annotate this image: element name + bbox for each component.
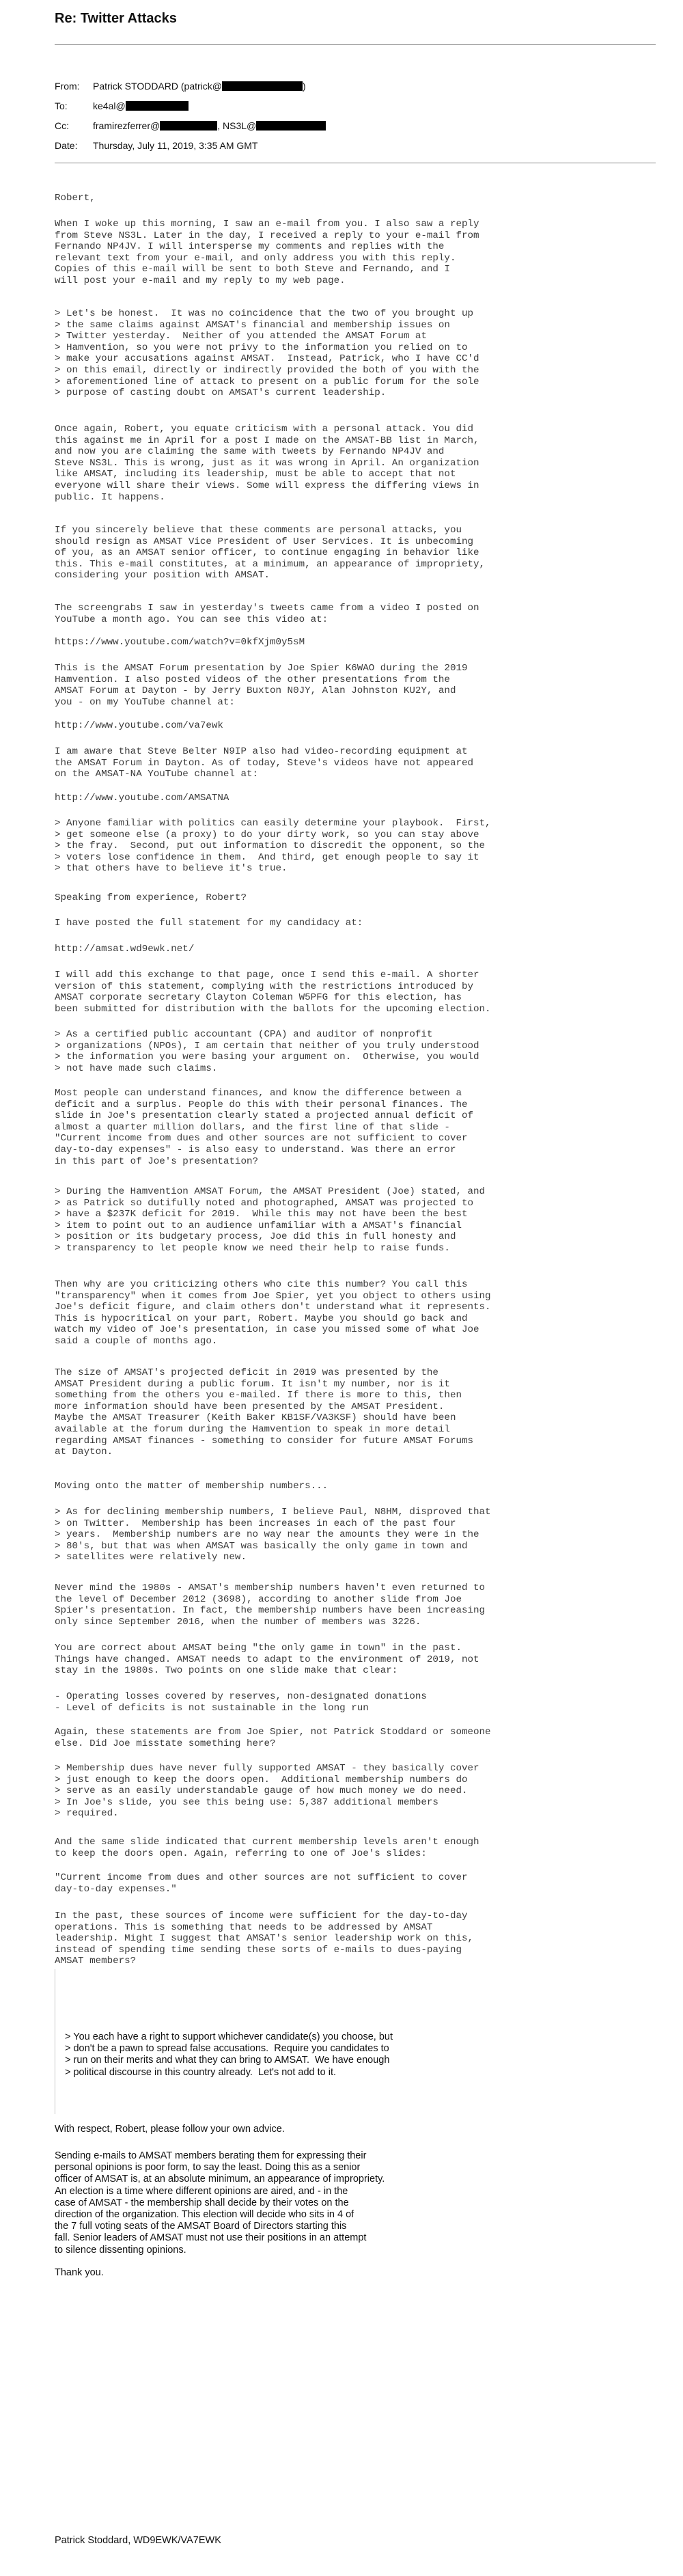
quoted-text: > Membership dues have never fully supported AMSAT - they basically cover > just enough to keep the doors open. Additional membership numbers do > serve as an easily understandable gauge of how much money we do need. > In Joe's slide, you see this being use: 5,387 additional members > required. [55,1763,479,1820]
body-paragraph: Again, these statements are from Joe Spier, not Patrick Stoddard or someone else. Did Joe misstate something here? [55,1727,491,1749]
body-paragraph: If you sincerely believe that these comments are personal attacks, you should resign as AMSAT Vice President of User Services. It is unbecoming of you, as an AMSAT senior officer, to continue engaging in behavior like this. This e-mail constitutes, at a minimum, an appearance of impropriety, considering your position with AMSAT. [55,525,486,581]
redaction-box [256,121,326,131]
from-row [55,81,656,92]
redaction-box [222,81,303,91]
quoted-text: > Let's be honest. It was no coincidence that the two of you brought up > the same claims against AMSAT's financial and membership issues on > Twitter yesterday. Neither of you attended the AMSAT Forum at > Hamvention, so you were not privy to the information you relied on to > make your accusations against AMSAT. Instead, Patrick, who I have CC'd > on this email, directly or indirectly provided the both of you with the > aforementioned line of attack to present on a public forum for the sole > purpose of casting doubt on AMSAT's current leadership. [55,308,479,399]
channel-link[interactable]: http://www.youtube.com/AMSATNA [55,793,229,804]
date-value: Thursday, July 11, 2019, 3:35 AM GMT [93,140,258,151]
cc-value-2[interactable]: , NS3L@ [217,120,257,131]
signature: Patrick Stoddard, WD9EWK/VA7EWK [55,2535,221,2546]
body-paragraph: Most people can understand finances, and know the difference between a deficit and a surplus. People do this with their personal finances. The slide in Joe's presentation clearly stated a projected annual deficit of almost a quarter million dollars, and the first line of that slide - "Current income from dues and other sources are not sufficient to cover day-to-day expenses" - is also easy to understand. Was there an error in this part of Joe's presentation? [55,1088,473,1167]
email-subject: Re: Twitter Attacks [55,11,656,45]
from-suffix: ) [302,81,306,92]
body-paragraph: And the same slide indicated that current membership levels aren't enough to keep the doors open. Again, referring to one of Joe's slides: [55,1837,479,1859]
redaction-box [126,101,189,111]
redaction-box [160,121,217,131]
body-paragraph: This is the AMSAT Forum presentation by Joe Spier K6WAO during the 2019 Hamvention. I also posted videos of the other presentations from the AMSAT Forum at Dayton - by Jerry Buxton N0JY, Alan Johnston KU2Y, and you - on my YouTube channel at: [55,663,468,708]
body-paragraph: Once again, Robert, you equate criticism with a personal attack. You did this against me in April for a post I made on the AMSAT-BB list in March, and now you are claiming the same with tweets by Fernando NP4JV and Steve NS3L. This is wrong, just as it was wrong in April. An organization like AMSAT, including its leadership, must be able to accept that not everyone will share their views. Some will express the differing views in public. It happens. [55,424,479,503]
body-paragraph: The size of AMSAT's projected deficit in 2019 was presented by the AMSAT President during a public forum. It isn't my number, nor is it something from the others you e-mailed. If there is more to this, then more information should have been presented by the AMSAT President. Maybe the AMSAT Treasurer (Keith Baker KB1SF/VA3KSF) should have been available at the forum during the Hamvention to speak in more detail regarding AMSAT finances - something to consider for future AMSAT Forums at Dayton. [55,1367,473,1458]
from-label: From: [55,81,80,92]
quoted-text: > As for declining membership numbers, I believe Paul, N8HM, disproved that > on Twitter. Membership has been increases in each of the past four > years. Membership numbers are no way near the amounts they were in the > 80's, but that was when AMSAT was basically the only game in town and > satellites were relatively new. [55,1507,491,1563]
candidacy-link[interactable]: http://amsat.wd9ewk.net/ [55,944,195,955]
body-paragraph: Moving onto the matter of membership numbers... [55,1481,329,1492]
body-paragraph: Then why are you criticizing others who cite this number? You call this "transparency" when it comes from Joe Spier, yet you object to others using Joe's deficit figure, and claim others don't understand what it represents. This is hypocritical on your part, Robert. Maybe you should go back and watch my video of Joe's presentation, in case you missed some of what Joe said a couple of months ago. [55,1279,491,1347]
to-value[interactable]: ke4al@ [93,100,126,111]
body-paragraph: The screengrabs I saw in yesterday's tweets came from a video I posted on YouTube a month ago. You can see this video at: [55,603,479,625]
quoted-text: > During the Hamvention AMSAT Forum, the AMSAT President (Joe) stated, and > as Patrick so dutifully noted and photographed, AMSAT was projected to > have a $237K deficit for 2019. While this may not have been the best > item to point out to an audience unfamiliar with a AMSAT's financial > position or its budgetary process, Joe did this in full honesty and > transparency to let people know we need their help to raise funds. [55,1186,486,1254]
quoted-slide-text: "Current income from dues and other sources are not sufficient to cover day-to-day expenses." [55,1872,468,1895]
body-paragraph: With respect, Robert, please follow your own advice. [55,2124,285,2135]
to-row [55,100,656,111]
quoted-text: > As a certified public accountant (CPA) and auditor of nonprofit > organizations (NPOs), I am certain that neither of you truly understood > the information you were basing your argument on. Otherwise, you would > not have made such claims. [55,1029,479,1074]
body-paragraph: I have posted the full statement for my candidacy at: [55,918,363,929]
body-paragraph: Speaking from experience, Robert? [55,892,247,903]
body-paragraph: I am aware that Steve Belter N9IP also had video-recording equipment at the AMSAT Forum in Dayton. As of today, Steve's videos have not appeared on the AMSAT-NA YouTube channel at: [55,746,473,780]
body-paragraph: I will add this exchange to that page, once I send this e-mail. A shorter version of this statement, complying with the restrictions introduced by AMSAT corporate secretary Clayton Coleman W5PFG for this election, has been submitted for distribution with the ballots for the upcoming election. [55,970,491,1015]
to-label: To: [55,100,68,111]
body-paragraph: Robert, [55,193,96,204]
from-value[interactable]: Patrick STODDARD (patrick@ [93,81,222,92]
body-paragraph: Never mind the 1980s - AMSAT's membership numbers haven't even returned to the level of December 2012 (3698), according to another slide from Joe Spier's presentation. In fact, the membership numbers have been increasing only since September 2016, when the number of members was 3226. [55,1582,486,1628]
date-row [55,140,656,151]
body-paragraph: Sending e-mails to AMSAT members berating them for expressing their personal opinions is poor form, to say the least. Doing this as a senior officer of AMSAT is, at an absolute minimum, an appearance of impropriety. An election is a time where different opinions are aired, and - in the case of AMSAT - the membership shall decide by their votes on the direction of the organization. This election will decide who sits in 4 of the 7 full voting seats of the AMSAT Board of Directors starting this fall. Senior leaders of AMSAT must not use their positions in an attempt to silence dissenting opinions. [55,2150,385,2256]
body-paragraph: In the past, these sources of income were sufficient for the day-to-day operations. This is something that needs to be addressed by AMSAT leadership. Might I suggest that AMSAT's senior leadership work on this, instead of spending time sending these sorts of e-mails to dues-paying AMSAT members? [55,1910,473,1967]
date-label: Date: [55,140,78,151]
quoted-text: > Anyone familiar with politics can easily determine your playbook. First, > get someone else (a proxy) to do your dirty work, so you can stay above > the fray. Second, put out information to discredit the opponent, so the > voters lose confidence in them. And third, get enough people to say it > that others have to believe it's true. [55,818,491,875]
cc-label: Cc: [55,120,69,131]
bullet-list: - Operating losses covered by reserves, non-designated donations - Level of deficits is not sustainable in the long run [55,1691,427,1714]
channel-link[interactable]: http://www.youtube.com/va7ewk [55,720,223,731]
body-paragraph: You are correct about AMSAT being "the only game in town" in the past. Things have changed. AMSAT needs to adapt to the environment of 2019, not stay in the 1980s. Two points on one slide make that clear: [55,1643,479,1677]
body-paragraph: Thank you. [55,2267,104,2278]
cc-row [55,120,656,131]
cc-value-1[interactable]: framirezferrer@ [93,120,161,131]
video-link[interactable]: https://www.youtube.com/watch?v=0kfXjm0y5sM [55,637,305,648]
quoted-text: > You each have a right to support whichever candidate(s) you choose, but > don't be a pawn to spread false accusations. Require you candidates to > run on their merits and what they can bring to AMSAT. We have enough > political discourse in this country already. Let's not add to it. [65,2031,393,2078]
body-paragraph: When I woke up this morning, I saw an e-mail from you. I also saw a reply from Steve NS3L. Later in the day, I received a reply to your e-mail from Fernando NP4JV. I will intersperse my comments and replies with the relevant text from your e-mail, and only address you with this reply. Copies of this e-mail will be sent to both Steve and Fernando, and I will post your e-mail and my reply to my web page. [55,219,479,286]
